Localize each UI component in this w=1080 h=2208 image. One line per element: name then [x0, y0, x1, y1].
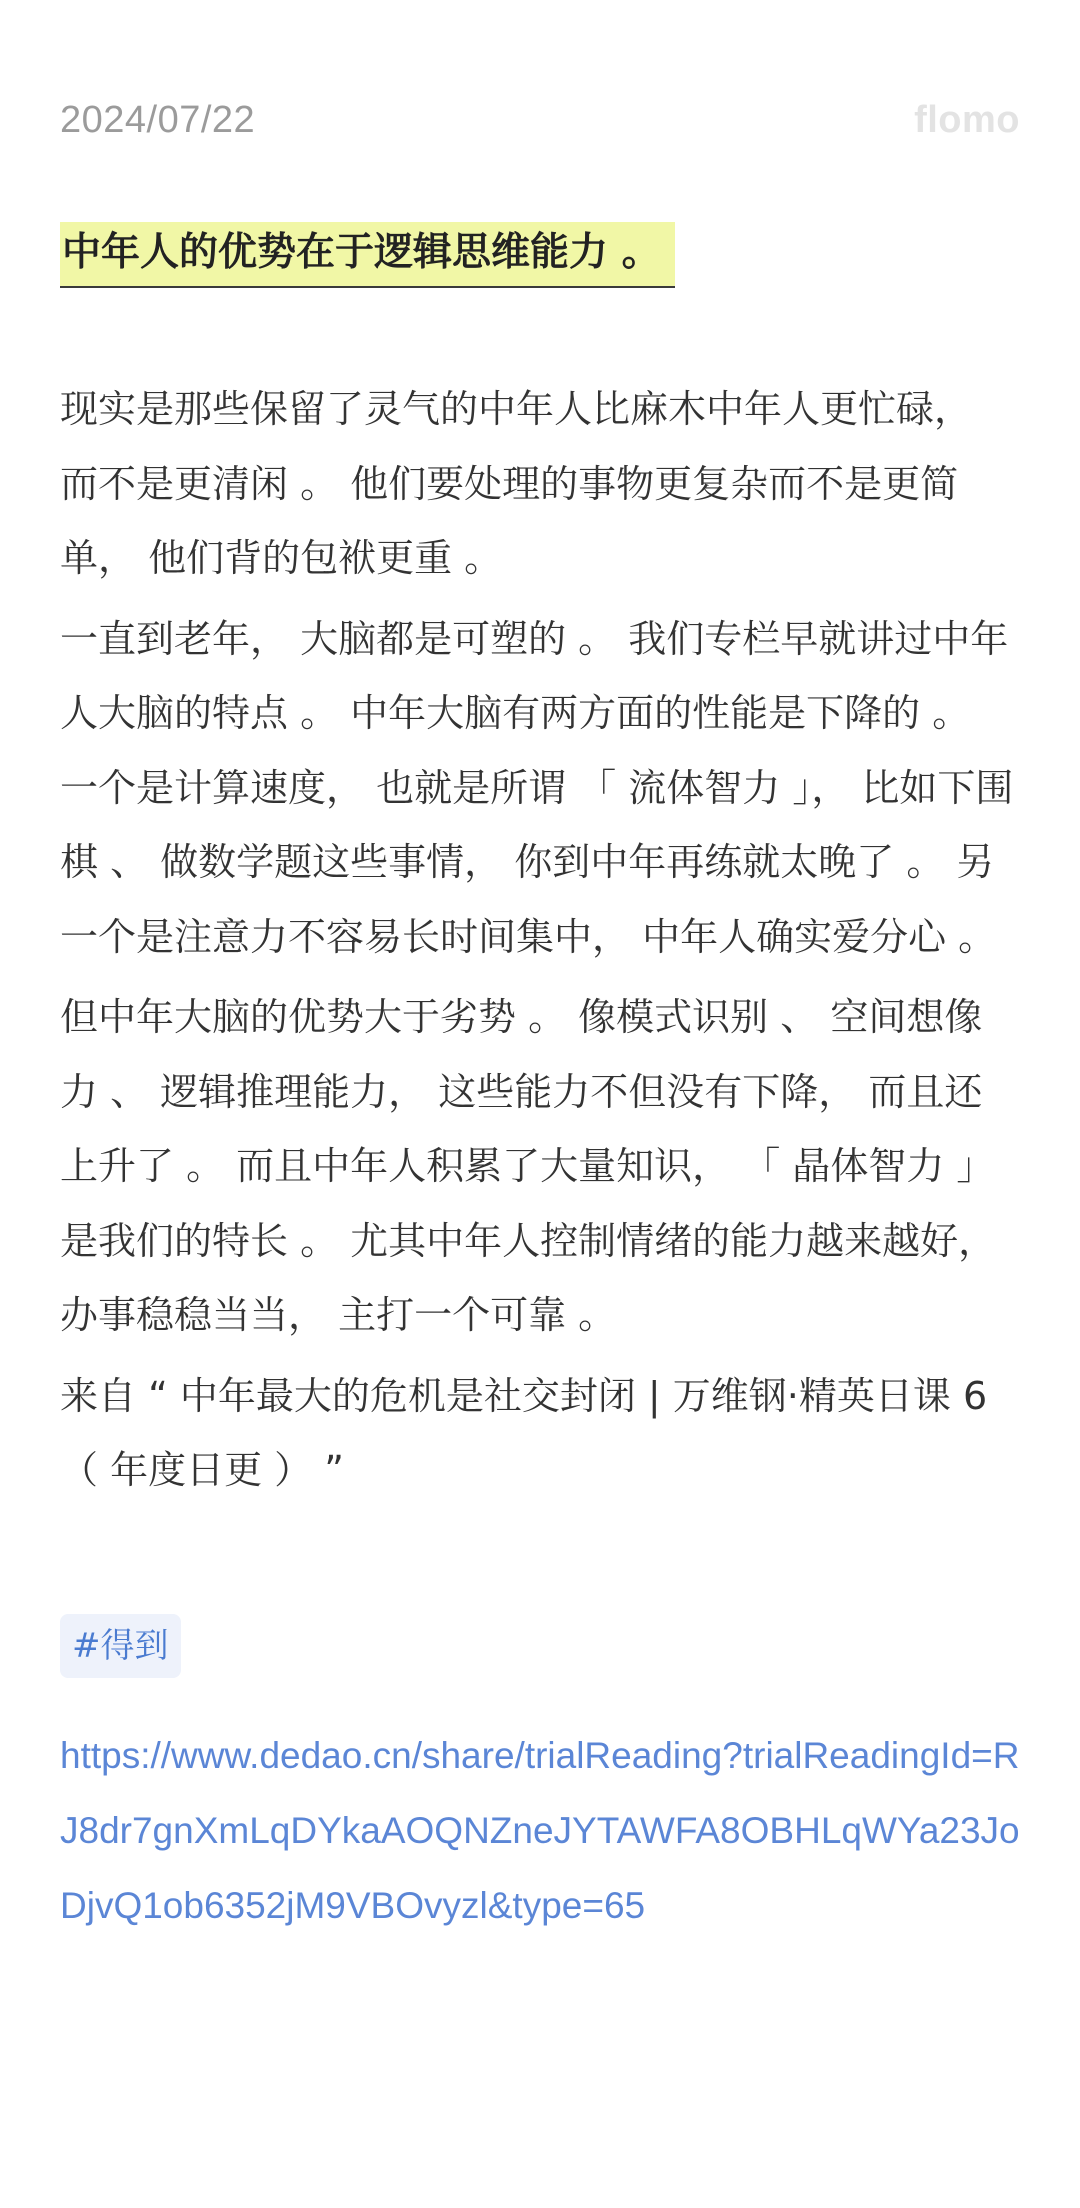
paragraph-1: 现实是那些保留了灵气的中年人比麻木中年人更忙碌， 而不是更清闲 。 他们要处理的事物更复杂而不是更简单， 他们背的包袱更重 。: [60, 387, 973, 580]
memo-date: 2024/07/22: [60, 98, 256, 141]
paragraph-3: 但中年大脑的优势大于劣势 。 像模式识别 、 空间想像力 、 逻辑推理能力， 这些能力不但没有下降， 而且还上升了 。 而且中年人积累了大量知识， 「 晶体智力 」 是我们的特长 。 尤其中年人控制情绪的能力越来越好， 办事稳稳当当， 主打一个可靠 。: [60, 995, 997, 1337]
memo-body: [60, 372, 1020, 1508]
highlighted-title: 中年人的优势在于逻辑思维能力 。: [60, 222, 675, 288]
tag-dedao[interactable]: #得到: [60, 1614, 181, 1678]
source-citation: 来自 “ 中年最大的危机是社交封闭 | 万维钢·精英日课 6 （ 年度日更 ） ”: [60, 1373, 988, 1492]
card-header: [60, 96, 1020, 144]
flomo-logo: flomo: [914, 98, 1020, 141]
title-wrapper: [60, 222, 1020, 288]
paragraph-2: 一直到老年， 大脑都是可塑的 。 我们专栏早就讲过中年人大脑的特点 。 中年大脑有两方面的性能是下降的 。 一个是计算速度， 也就是所谓 「 流体智力 」， 比如下围棋 、 做数学题这些事情， 你到中年再练就太晚了 。 另一个是注意力不容易长时间集中， 中年人确实爱分心 。: [60, 616, 1014, 959]
source-link[interactable]: https://www.dedao.cn/share/trialReading?trialReadingId=RJ8dr7gnXmLqDYkaAOQNZneJYTAWFA8OBHLqWYa23JoDjvQ1ob6352jM9VBOvyzl&type=65: [60, 1734, 1020, 1926]
